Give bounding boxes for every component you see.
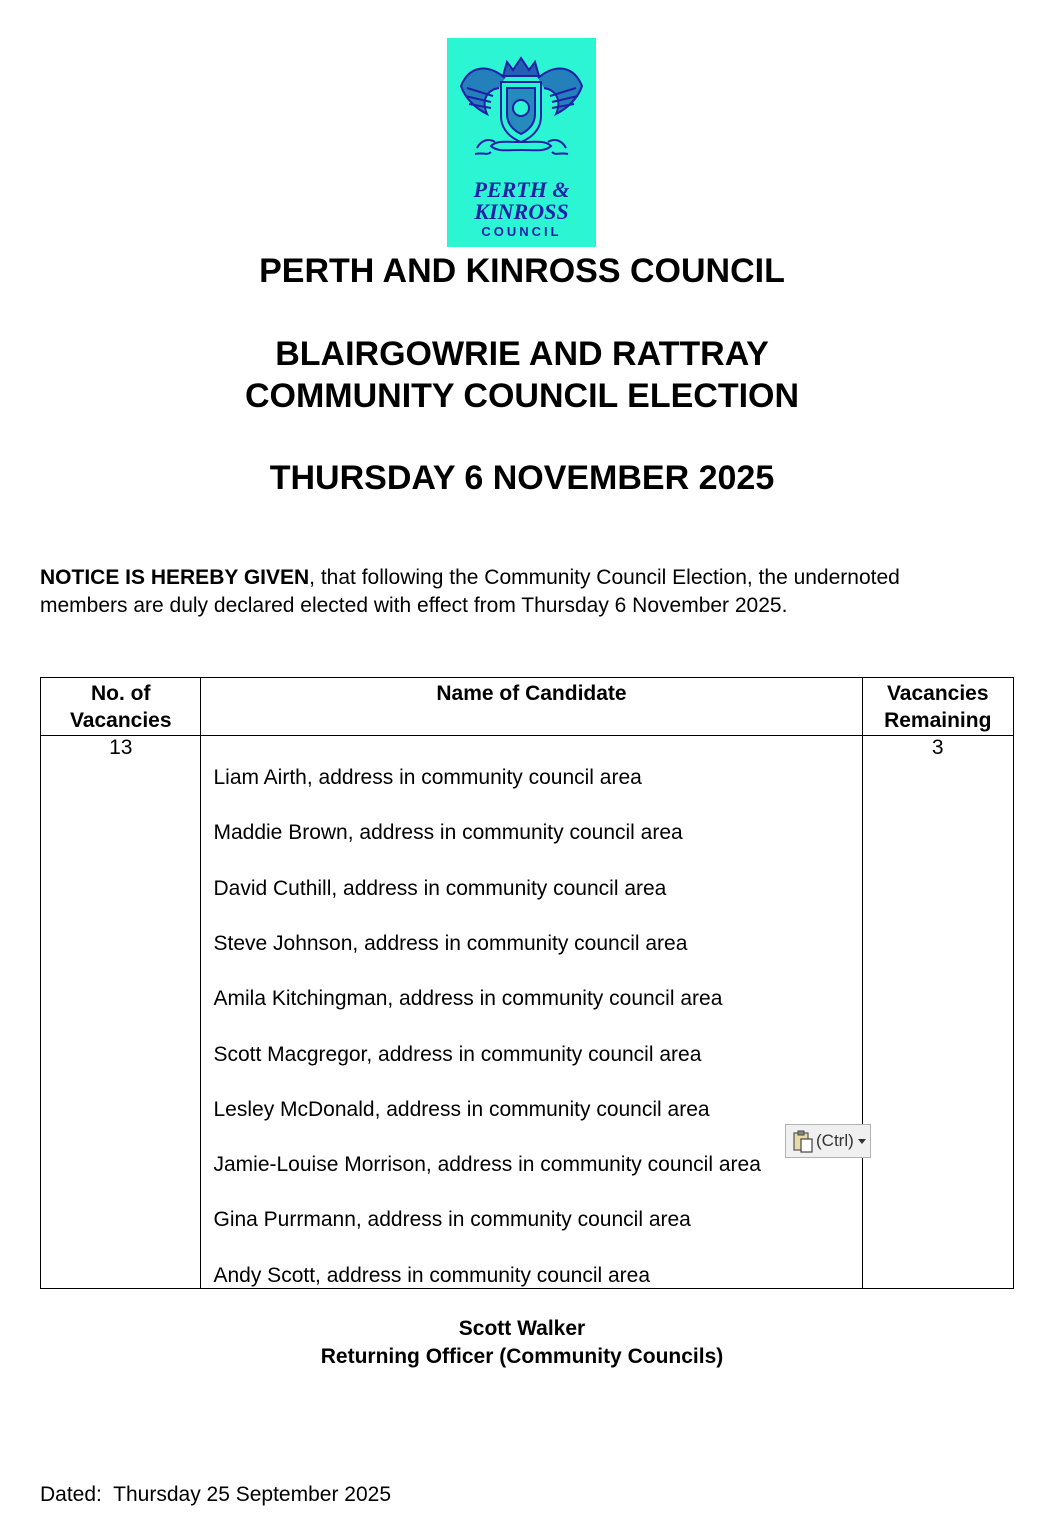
header-vacancies: No. of Vacancies <box>41 678 201 736</box>
officer-name: Scott Walker <box>458 1317 586 1340</box>
chevron-down-icon <box>858 1139 866 1144</box>
header-remaining: Vacancies Remaining <box>862 678 1013 736</box>
election-heading-line1: BLAIRGOWRIE AND RATTRAY <box>275 335 769 373</box>
list-item: Scott Macgregor, address in community council area <box>213 1042 702 1066</box>
results-table <box>40 677 1014 1289</box>
vacancies-cell: 13 <box>41 736 201 1289</box>
list-item: Amila Kitchingman, address in community council area <box>213 987 723 1011</box>
council-heading: PERTH AND KINROSS COUNCIL <box>259 252 785 290</box>
list-item: Maddie Brown, address in community council area <box>213 821 683 845</box>
paste-options-label: (Ctrl) <box>816 1131 854 1150</box>
notice-paragraph <box>40 564 980 619</box>
officer-title: Returning Officer (Community Councils) <box>320 1345 724 1368</box>
coat-of-arms-icon <box>447 38 596 173</box>
list-item: Liam Airth, address in community council area <box>213 766 642 789</box>
header-candidate: Name of Candidate <box>201 678 862 736</box>
dated-label: Dated: <box>40 1483 102 1506</box>
table-header-row <box>41 678 1014 736</box>
remaining-cell: 3 <box>862 736 1013 1289</box>
dated-line <box>40 1481 391 1509</box>
list-item: David Cuthill, address in community council area <box>213 876 667 900</box>
election-heading-line2: COMMUNITY COUNCIL ELECTION <box>244 377 800 415</box>
logo-text-perth: PERTH & <box>473 177 570 202</box>
candidate-list <box>201 736 861 1288</box>
candidates-cell <box>201 736 862 1289</box>
council-logo <box>447 38 596 247</box>
paste-options-button[interactable] <box>785 1124 871 1158</box>
election-date-heading: THURSDAY 6 NOVEMBER 2025 <box>269 459 775 497</box>
list-item: Jamie-Louise Morrison, address in community council area <box>213 1153 761 1177</box>
list-item: Steve Johnson, address in community council area <box>213 931 688 955</box>
logo-text-kinross: KINROSS <box>474 199 569 224</box>
notice-lead: NOTICE IS HEREBY GIVEN <box>40 566 310 589</box>
logo-text-council: COUNCIL <box>481 224 562 239</box>
notice-body: , that following the Community Council Election, the undernoted members are duly declared elected with effect from Thursday 6 November 2025. <box>40 566 900 617</box>
dated-value: Thursday 25 September 2025 <box>113 1483 392 1506</box>
list-item: Lesley McDonald, address in community council area <box>213 1097 710 1121</box>
list-item: Andy Scott, address in community council area <box>213 1263 651 1287</box>
list-item: Gina Purrmann, address in community council area <box>213 1208 691 1232</box>
clipboard-paste-icon <box>792 1129 814 1153</box>
table-row <box>41 736 1014 1289</box>
